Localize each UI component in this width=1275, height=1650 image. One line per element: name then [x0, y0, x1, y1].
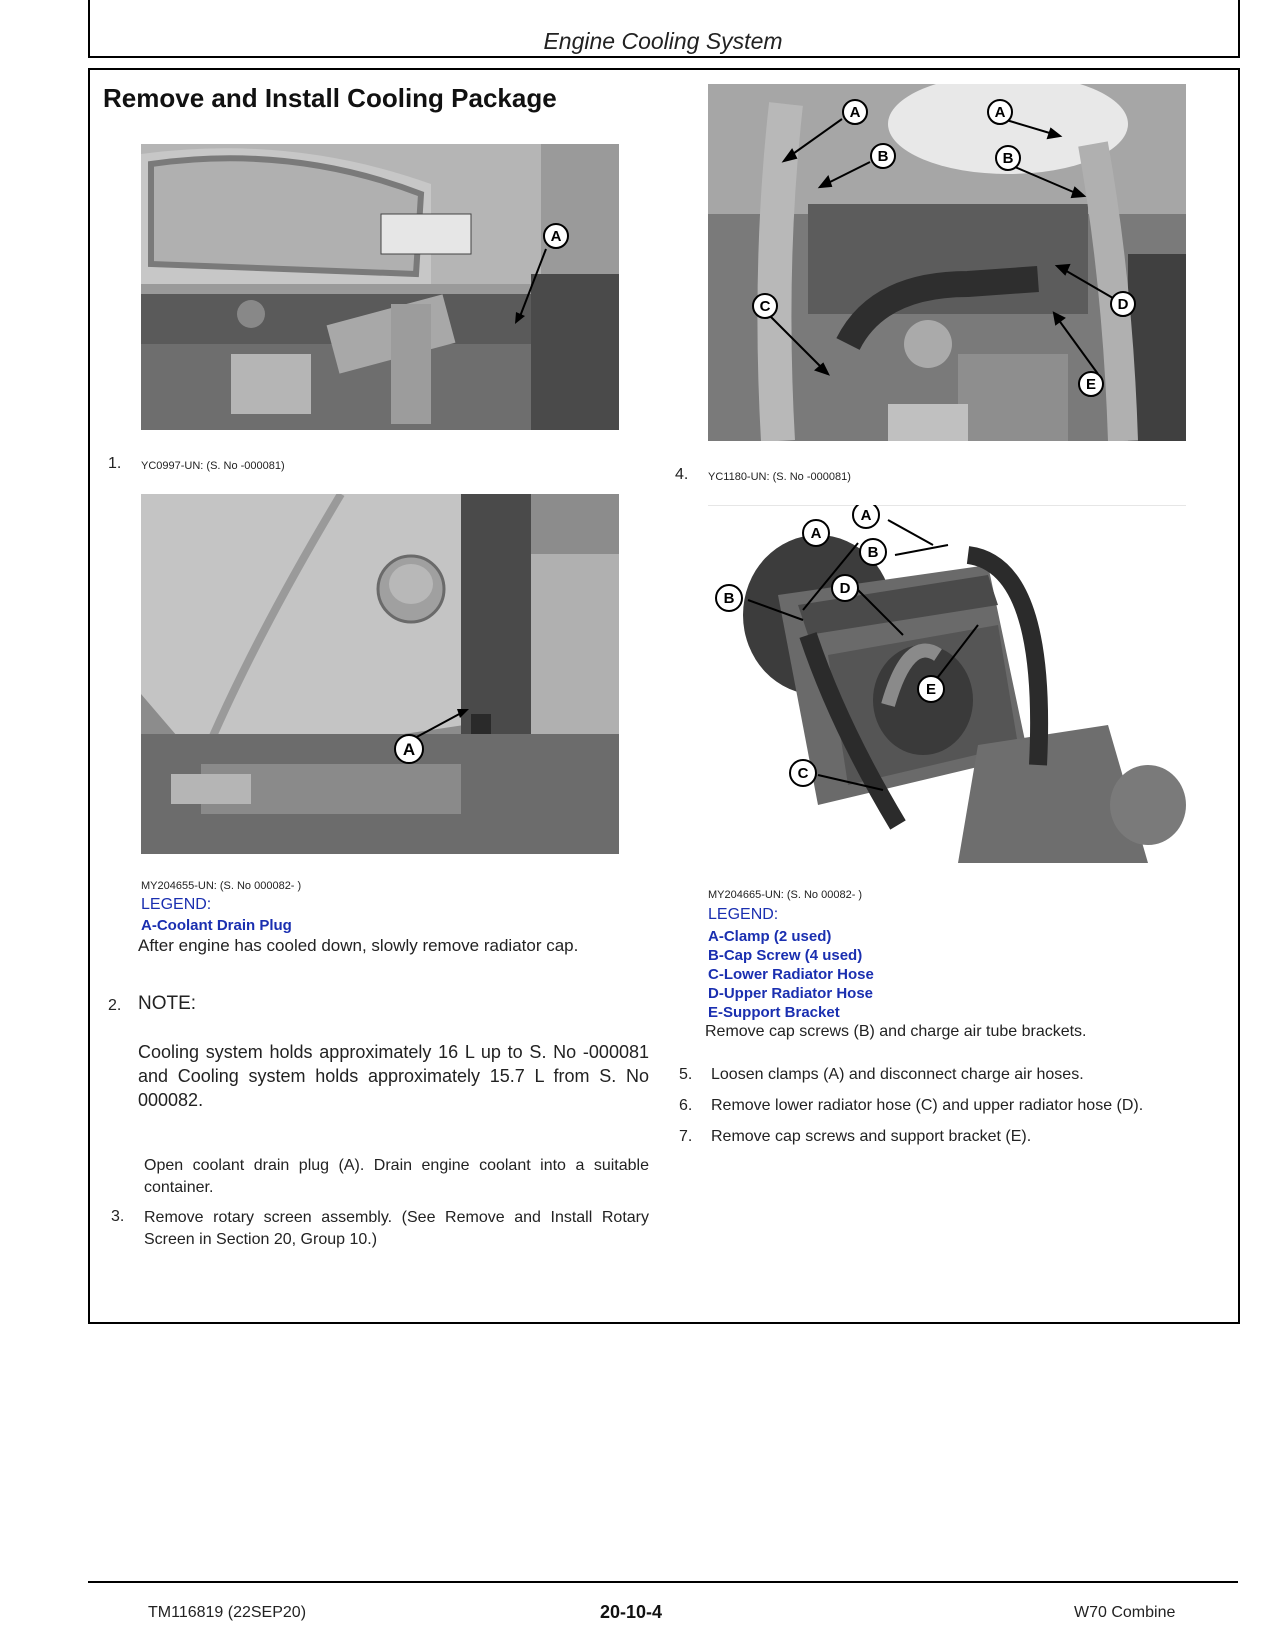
figure-4-callout-d: D — [839, 580, 851, 597]
footer-model: W70 Combine — [1074, 1604, 1176, 1621]
figure-3-callout-d: D — [1117, 296, 1129, 313]
figure-2-callout-a: A — [402, 740, 416, 759]
left-legend-title: LEGEND: — [141, 896, 212, 913]
figure-4-caption: MY204665-UN: (S. No 00082- ) — [708, 889, 863, 901]
section-header-title: Engine Cooling System — [543, 28, 783, 54]
page-title: Remove and Install Cooling Package — [103, 83, 557, 113]
figure-3-caption: YC1180-UN: (S. No -000081) — [708, 471, 851, 483]
figure-3-callout-c: C — [759, 298, 771, 315]
photo-radiator-hoses-illustration — [708, 84, 1186, 441]
figure-3-callout-b2: B — [1002, 150, 1014, 167]
photo-radiator-hoses — [708, 84, 1186, 441]
photo-coolant-drain-plug-illustration — [141, 494, 619, 854]
figure-4-callout-e: E — [925, 681, 937, 698]
step-1-number: 1. — [108, 455, 122, 472]
footer-manual-id: TM116819 (22SEP20) — [148, 1604, 307, 1621]
figure-3-callout-e: E — [1085, 376, 1097, 393]
step-7-number: 7. — [679, 1128, 693, 1145]
step-6-text: Remove lower radiator hose (C) and upper radiator hose (D). — [711, 1097, 1144, 1114]
right-legend-title: LEGEND: — [708, 906, 779, 923]
figure-2-caption: MY204655-UN: (S. No 000082- ) — [141, 880, 302, 892]
footer-rule — [88, 1581, 1238, 1583]
right-legend-item-b: B-Cap Screw (4 used) — [708, 947, 863, 964]
figure-4-callout-c: C — [797, 765, 809, 782]
step-5-text: Loosen clamps (A) and disconnect charge air hoses. — [711, 1066, 1084, 1083]
step-2-note-text: Cooling system holds approximately 16 L up to S. No -000081 and Cooling system holds approximately 15.7 L from S. No 000082. — [138, 1042, 649, 1110]
step-5-number: 5. — [679, 1066, 693, 1083]
photo-radiator-lower-area — [141, 144, 619, 430]
footer-page-number: 20-10-4 — [600, 1602, 663, 1622]
step-4-number: 4. — [675, 466, 689, 483]
figure-4-callout-b1: B — [867, 544, 879, 561]
photo-coolant-drain-plug — [141, 494, 619, 854]
figure-3-callout-b1: B — [877, 148, 889, 165]
right-legend-item-e: E-Support Bracket — [708, 1004, 840, 1021]
step-2-note-label: NOTE: — [138, 993, 197, 1014]
step-3-text: Remove rotary screen assembly. (See Remove and Install Rotary Screen in Section 20, Group 10.) — [144, 1209, 649, 1248]
right-legend-item-c: C-Lower Radiator Hose — [708, 966, 874, 983]
step-6-number: 6. — [679, 1097, 693, 1114]
left-legend-item-a: A-Coolant Drain Plug — [141, 917, 292, 934]
right-legend-item-a: A-Clamp (2 used) — [708, 928, 832, 945]
drain-coolant-text: Open coolant drain plug (A). Drain engine coolant into a suitable container. — [144, 1157, 649, 1196]
figure-4-callout-b2: B — [723, 590, 735, 607]
step-3-number: 3. — [111, 1208, 125, 1225]
step-2-number: 2. — [108, 997, 122, 1014]
step-7-text: Remove cap screws and support bracket (E). — [711, 1128, 1032, 1145]
figure-4-callout-a1: A — [860, 507, 872, 524]
illustration-cooling-package-drawing — [708, 505, 1186, 863]
left-text-after-legend: After engine has cooled down, slowly remove radiator cap. — [138, 936, 579, 955]
figure-4-callout-a2: A — [810, 525, 822, 542]
figure-1-caption: YC0997-UN: (S. No -000081) — [141, 460, 285, 472]
right-text-after-legend: Remove cap screws (B) and charge air tube brackets. — [705, 1023, 1087, 1040]
figure-3-callout-a2: A — [994, 104, 1006, 121]
figure-3-callout-a1: A — [849, 104, 861, 121]
right-legend-item-d: D-Upper Radiator Hose — [708, 985, 874, 1002]
photo-radiator-lower-area-illustration — [141, 144, 619, 430]
illustration-cooling-package — [708, 505, 1186, 863]
figure-1-callout-a: A — [550, 228, 562, 245]
